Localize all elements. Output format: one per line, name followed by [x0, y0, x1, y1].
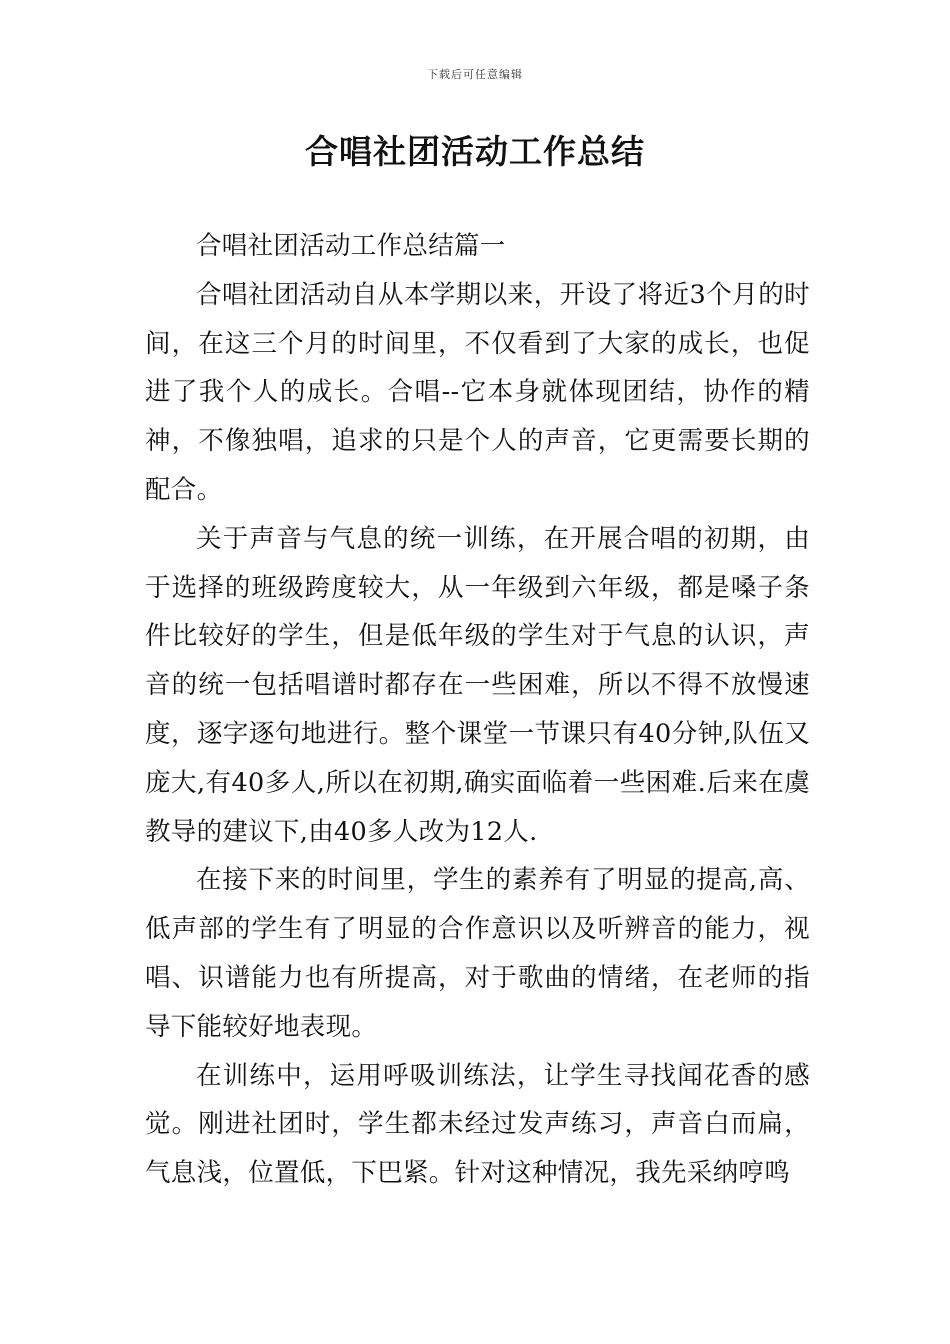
document-body	[145, 222, 810, 1198]
subtitle-paragraph: 合唱社团活动工作总结篇一	[196, 231, 506, 261]
body-paragraph: 在接下来的时间里，学生的素养有了明显的提高,高、低声部的学生有了明显的合作意识以及听辨音的能力，视唱、识谱能力也有所提高，对于歌曲的情绪，在老师的指导下能较好地表现。	[145, 865, 810, 1042]
body-paragraph: 在训练中，运用呼吸训练法，让学生寻找闻花香的感觉。刚进社团时，学生都未经过发声练习，声音白而扁，气息浅，位置低，下巴紧。针对这种情况，我先采纳哼鸣	[145, 1060, 810, 1189]
body-paragraph: 关于声音与气息的统一训练，在开展合唱的初期，由于选择的班级跨度较大，从一年级到六年级，都是嗓子条件比较好的学生，但是低年级的学生对于气息的认识，声音的统一包括唱谱时都存在一些困难，所以不得不放慢速度，逐字逐句地进行。整个课堂一节课只有40分钟,队伍又庞大,有40多人,所以在初期,确实面临着一些困难.后来在虞教导的建议下,由40多人改为12人.	[145, 523, 810, 847]
document-title: 合唱社团活动工作总结	[305, 132, 645, 171]
body-paragraph: 合唱社团活动自从本学期以来，开设了将近3个月的时间，在这三个月的时间里，不仅看到了大家的成长，也促进了我个人的成长。合唱--它本身就体现团结，协作的精神，不像独唱，追求的只是个人的声音，它更需要长期的配合。	[145, 279, 810, 505]
header-note: 下载后可任意编辑	[427, 68, 523, 81]
